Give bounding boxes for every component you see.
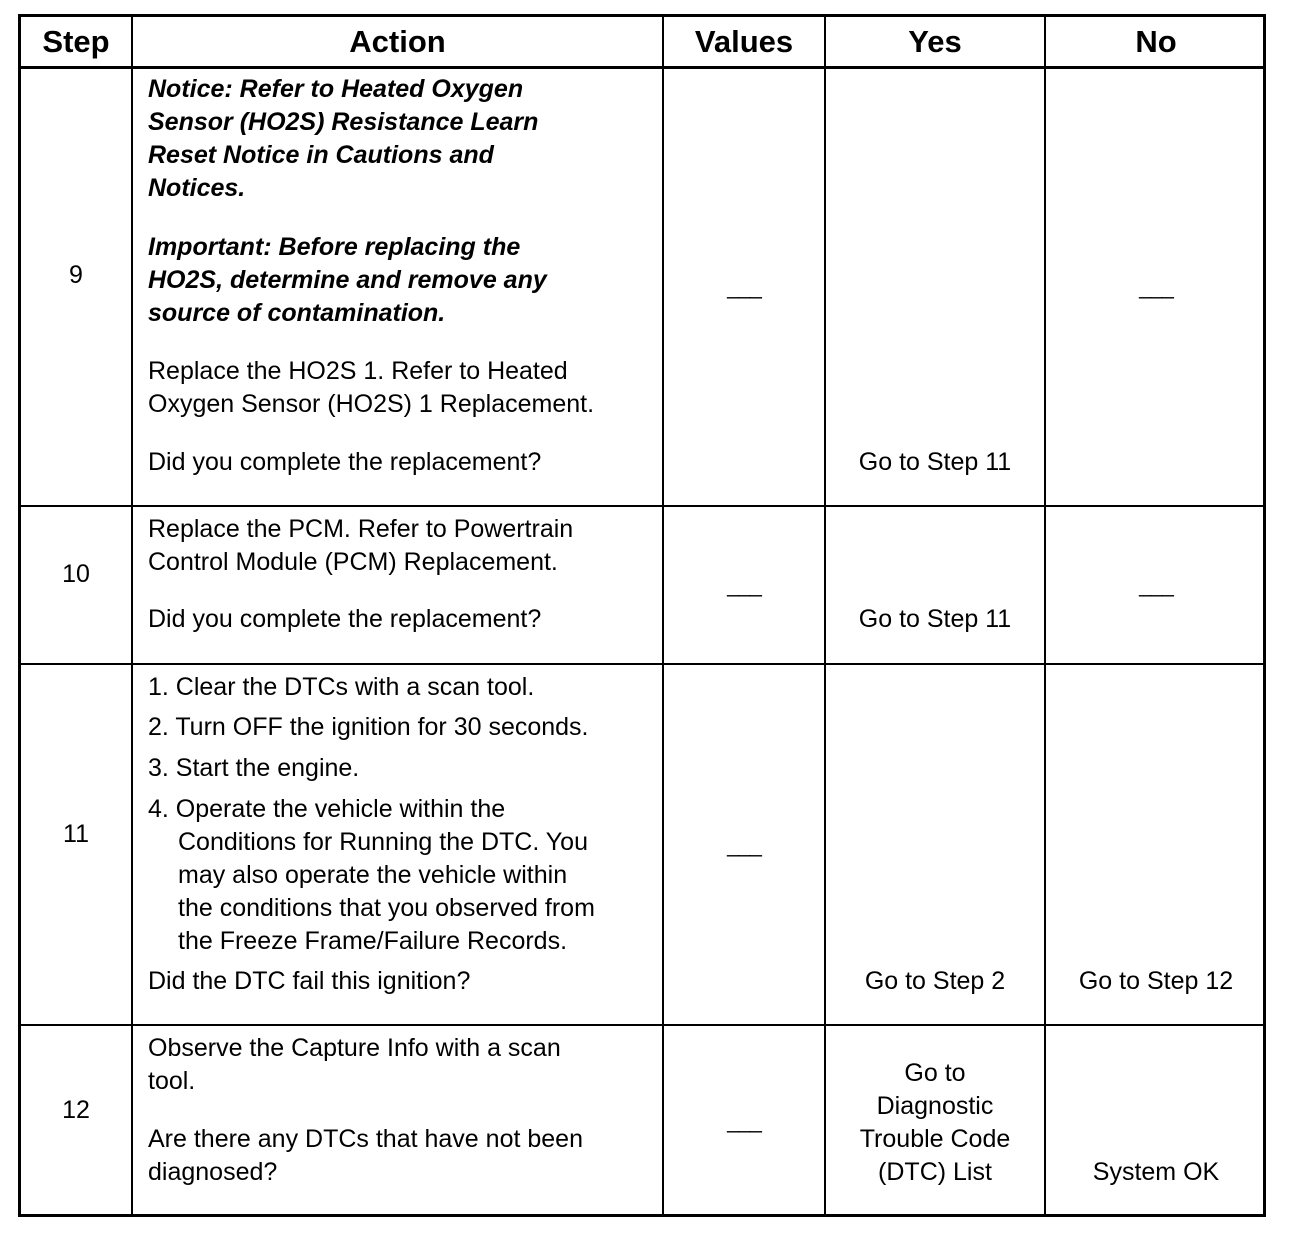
- instruction-line: tool.: [148, 1067, 196, 1095]
- list-item: 3. Start the engine.: [148, 754, 360, 782]
- row-divider: [21, 1024, 1263, 1026]
- question-text: Did you complete the replacement?: [148, 448, 542, 476]
- yes-result: [826, 1057, 1044, 1189]
- header-divider: [21, 66, 1263, 69]
- column-divider: [131, 17, 133, 1214]
- question-text: Did the DTC fail this ignition?: [148, 967, 471, 995]
- step-number: 9: [69, 261, 83, 289]
- notice-line: Notices.: [148, 174, 246, 202]
- list-line: Conditions for Running the DTC. You: [178, 828, 588, 856]
- header-values: Values: [694, 24, 794, 59]
- yes-line: (DTC) List: [878, 1158, 992, 1186]
- list-line: may also operate the vehicle within: [178, 861, 568, 889]
- notice-text: [148, 73, 538, 205]
- yes-result: Go to Step 2: [864, 967, 1006, 995]
- header-action: Action: [349, 24, 446, 59]
- values-dash: ___: [727, 1108, 761, 1133]
- list-item: 1. Clear the DTCs with a scan tool.: [148, 673, 535, 701]
- header-no: No: [1135, 24, 1177, 59]
- column-divider: [662, 17, 664, 1214]
- column-divider: [1044, 17, 1046, 1214]
- no-result: Go to Step 12: [1078, 967, 1234, 995]
- instruction-line: Oxygen Sensor (HO2S) 1 Replacement.: [148, 390, 595, 418]
- values-dash: ___: [727, 572, 761, 597]
- step-number: 11: [63, 820, 89, 848]
- step-number: 10: [62, 560, 90, 588]
- no-dash: ___: [1139, 274, 1173, 299]
- no-result: System OK: [1092, 1158, 1220, 1186]
- notice-line: Reset Notice in Cautions and: [148, 141, 494, 169]
- row-divider: [21, 505, 1263, 507]
- list-item: [148, 793, 595, 958]
- important-line: HO2S, determine and remove any: [148, 266, 547, 294]
- header-yes: Yes: [908, 24, 962, 59]
- instruction-line: Replace the PCM. Refer to Powertrain: [148, 515, 574, 543]
- yes-result: Go to Step 11: [858, 448, 1012, 476]
- yes-result: Go to Step 11: [858, 605, 1012, 633]
- important-line: Important: Before replacing the: [148, 233, 521, 261]
- instruction-line: Control Module (PCM) Replacement.: [148, 548, 558, 576]
- step-number: 12: [62, 1096, 90, 1124]
- instruction-text: [148, 513, 573, 579]
- yes-line: Diagnostic: [876, 1092, 994, 1120]
- question-line: diagnosed?: [148, 1158, 278, 1186]
- instruction-text: [148, 1032, 561, 1098]
- yes-line: Go to: [904, 1059, 966, 1087]
- row-divider: [21, 663, 1263, 665]
- question-text: Did you complete the replacement?: [148, 605, 542, 633]
- notice-line: Notice: Refer to Heated Oxygen: [148, 75, 524, 103]
- question-text: [148, 1123, 583, 1189]
- list-line: the Freeze Frame/Failure Records.: [178, 927, 568, 955]
- instruction-line: Replace the HO2S 1. Refer to Heated: [148, 357, 568, 385]
- important-text: [148, 231, 547, 330]
- list-line: the conditions that you observed from: [178, 894, 595, 922]
- values-dash: ___: [727, 832, 761, 857]
- list-line: 4. Operate the vehicle within the: [148, 795, 506, 823]
- instruction-text: [148, 355, 594, 421]
- important-line: source of contamination.: [148, 299, 446, 327]
- list-item: 2. Turn OFF the ignition for 30 seconds.: [148, 713, 589, 741]
- diagnostic-table: [18, 14, 1266, 1217]
- instruction-line: Observe the Capture Info with a scan: [148, 1034, 561, 1062]
- notice-line: Sensor (HO2S) Resistance Learn: [148, 108, 539, 136]
- header-step: Step: [42, 24, 110, 59]
- yes-line: Trouble Code: [859, 1125, 1011, 1153]
- values-dash: ___: [727, 274, 761, 299]
- question-line: Are there any DTCs that have not been: [148, 1125, 583, 1153]
- no-dash: ___: [1139, 572, 1173, 597]
